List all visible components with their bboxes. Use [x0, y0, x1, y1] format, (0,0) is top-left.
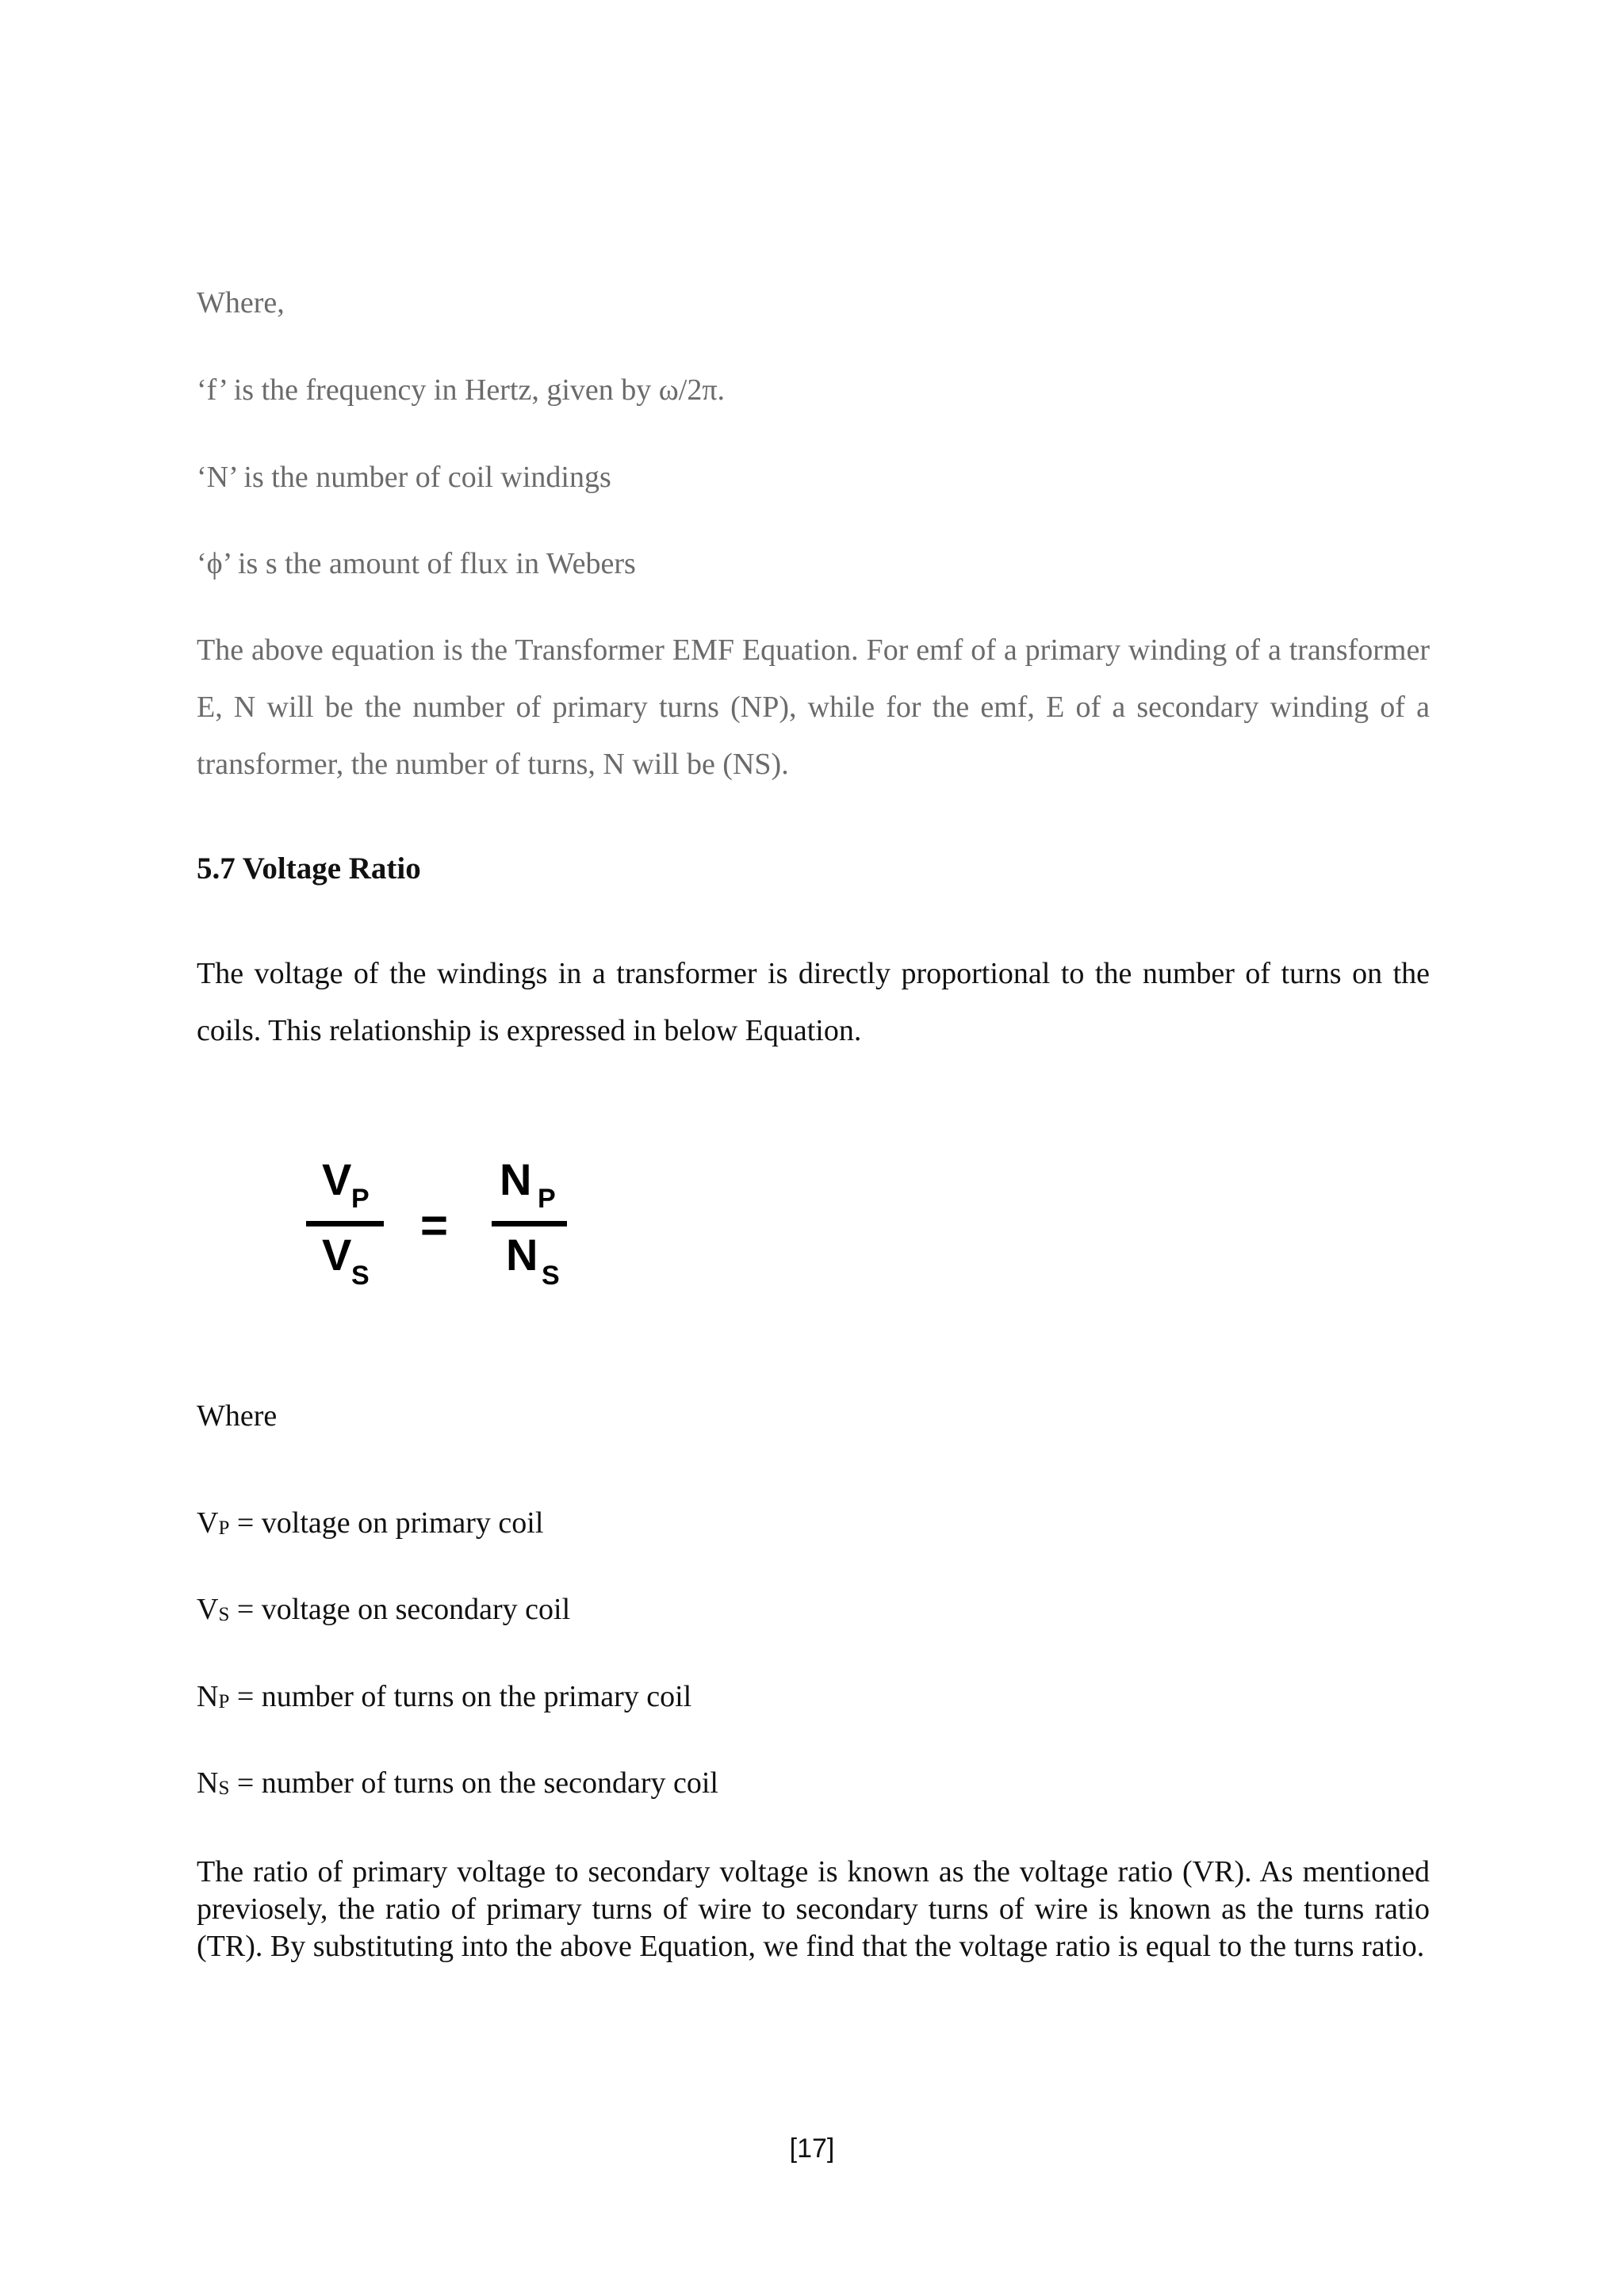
where-label-1: Where,	[197, 286, 285, 320]
section-heading-voltage-ratio: 5.7 Voltage Ratio	[197, 851, 421, 886]
definition-f: ‘f’ is the frequency in Hertz, given by ω/2π.	[197, 373, 726, 407]
definition-vp	[197, 1506, 543, 1544]
eq-lhs-numerator-sub: P	[351, 1184, 370, 1214]
subscript: S	[218, 1777, 230, 1799]
voltage-ratio-paragraph: The ratio of primary voltage to secondary voltage is known as the voltage ratio (VR). As mentioned previosely, the ratio of primary turns of wire to secondary turns of wire is known as the turns ratio (TR). By substituting into the above Equation, we find that the voltage ratio is equal to the turns ratio.	[197, 1855, 1430, 1963]
definition-text: = voltage on secondary coil	[229, 1593, 571, 1626]
symbol: N	[197, 1680, 219, 1713]
definition-np	[197, 1679, 691, 1718]
eq-equals-sign: =	[420, 1199, 449, 1252]
voltage-ratio-intro: The voltage of the windings in a transformer is directly proportional to the number of turns on the coils. This relationship is expressed in below Equation.	[197, 957, 1430, 1047]
symbol: V	[197, 1506, 219, 1540]
eq-rhs-denominator: N	[506, 1230, 538, 1280]
eq-rhs-denominator-sub: S	[542, 1261, 560, 1291]
definition-text: = voltage on primary coil	[229, 1506, 544, 1540]
subscript: P	[218, 1691, 230, 1712]
eq-lhs-numerator: V	[322, 1154, 352, 1204]
eq-lhs-fraction-bar	[306, 1221, 384, 1226]
eq-lhs-denominator-sub: S	[351, 1261, 370, 1291]
definition-n: ‘N’ is the number of coil windings	[197, 461, 611, 494]
voltage-ratio-equation	[301, 1150, 571, 1308]
subscript: S	[218, 1604, 230, 1625]
definition-phi: ‘ϕ’ is s the amount of flux in Webers	[197, 547, 636, 580]
symbol: V	[197, 1593, 219, 1626]
eq-rhs-numerator-sub: P	[538, 1184, 556, 1214]
eq-rhs-numerator: N	[500, 1154, 532, 1204]
emf-equation-paragraph: The above equation is the Transformer EMF Equation. For emf of a primary winding of a transformer E, N will be the number of primary turns (NP), while for the emf, E of a secondary winding of a transformer, the number of turns, N will be (NS).	[197, 633, 1430, 781]
definition-text: = number of turns on the secondary coil	[229, 1766, 718, 1800]
definition-text: = number of turns on the primary coil	[229, 1680, 692, 1713]
definition-ns	[197, 1766, 718, 1804]
page-number: [17]	[789, 2133, 835, 2164]
eq-rhs-fraction-bar	[492, 1221, 567, 1226]
eq-lhs-denominator: V	[322, 1230, 352, 1280]
definition-vs	[197, 1592, 570, 1631]
where-label-2: Where	[197, 1399, 278, 1433]
symbol: N	[197, 1766, 219, 1800]
subscript: P	[218, 1517, 230, 1539]
